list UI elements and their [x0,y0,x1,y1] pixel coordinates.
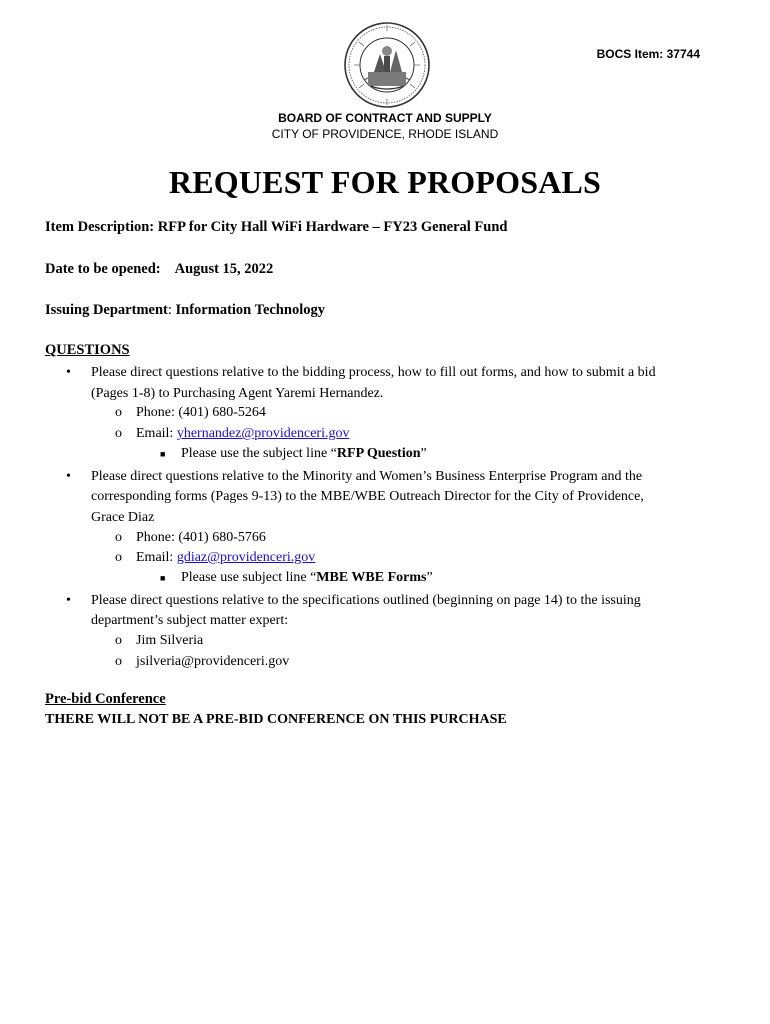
bidding-phone: Phone: (401) 680-5264 [136,405,266,420]
circle-bullet-icon: o [115,530,122,545]
circle-bullet-icon: o [115,426,122,441]
mbe-text-line1: Please direct questions relative to the Minority and Women’s Business Enterprise Program and the [91,469,643,484]
date-to-be-opened [45,261,273,278]
mbe-email-link[interactable]: gdiaz@providenceri.gov [176,550,316,565]
city-seal-logo [344,20,430,110]
subject-suffix: ” [420,446,427,461]
square-bullet-icon: ■ [160,573,166,583]
subject-suffix: ” [426,570,433,585]
city-name: CITY OF PROVIDENCE, RHODE ISLAND [271,127,499,141]
circle-bullet-icon: o [115,405,122,420]
date-label: Date to be opened: [45,261,161,277]
bidding-email-link[interactable]: yhernandez@providenceri.gov [176,426,350,441]
mbe-text-line3: Grace Diaz [91,510,155,525]
prebid-notice: THERE WILL NOT BE A PRE-BID CONFERENCE ON THIS PURCHASE [45,712,507,727]
square-bullet-icon: ■ [160,449,166,459]
item-description: Item Description: RFP for City Hall WiFi Hardware – FY23 General Fund [45,219,508,235]
email-label: Email: [136,550,177,565]
bullet-icon: • [66,469,71,484]
circle-bullet-icon: o [115,633,122,648]
email-label: Email: [136,426,177,441]
mbe-phone: Phone: (401) 680-5766 [136,530,266,545]
subject-text: MBE WBE Forms [316,570,427,585]
subject-prefix: Please use subject line “ [181,570,317,585]
bidding-email-line [136,426,349,442]
issuing-department [45,302,325,319]
dept-label: Issuing Department [45,302,168,318]
bocs-item-number: BOCS Item: 37744 [596,47,700,61]
mbe-subject-line [181,570,433,586]
bidding-subject-line [181,446,427,462]
prebid-heading: Pre-bid Conference [45,691,166,707]
specs-text-line2: department’s subject matter expert: [91,613,289,628]
specs-contact-email: jsilveria@providenceri.gov [136,654,290,669]
questions-heading: QUESTIONS [45,342,130,358]
bullet-icon: • [66,593,71,608]
subject-prefix: Please use the subject line “ [181,446,337,461]
mbe-email-line [136,550,315,566]
bullet-icon: • [66,365,71,380]
specs-contact-name: Jim Silveria [136,633,204,648]
bidding-text-line2: (Pages 1-8) to Purchasing Agent Yaremi Hernandez. [91,386,384,401]
dept-value: Information Technology [175,302,325,318]
dept-colon: : [167,302,172,318]
date-value: August 15, 2022 [174,261,274,277]
board-name: BOARD OF CONTRACT AND SUPPLY [278,111,492,125]
document-title: REQUEST FOR PROPOSALS [168,164,602,200]
subject-text: RFP Question [336,446,421,461]
mbe-text-line2: corresponding forms (Pages 9-13) to the MBE/WBE Outreach Director for the City of Providence, [91,489,644,504]
circle-bullet-icon: o [115,654,122,669]
specs-text-line1: Please direct questions relative to the specifications outlined (beginning on page 14) to the issuing [91,593,641,608]
bidding-text-line1: Please direct questions relative to the bidding process, how to fill out forms, and how to submit a bid [91,365,656,380]
circle-bullet-icon: o [115,550,122,565]
